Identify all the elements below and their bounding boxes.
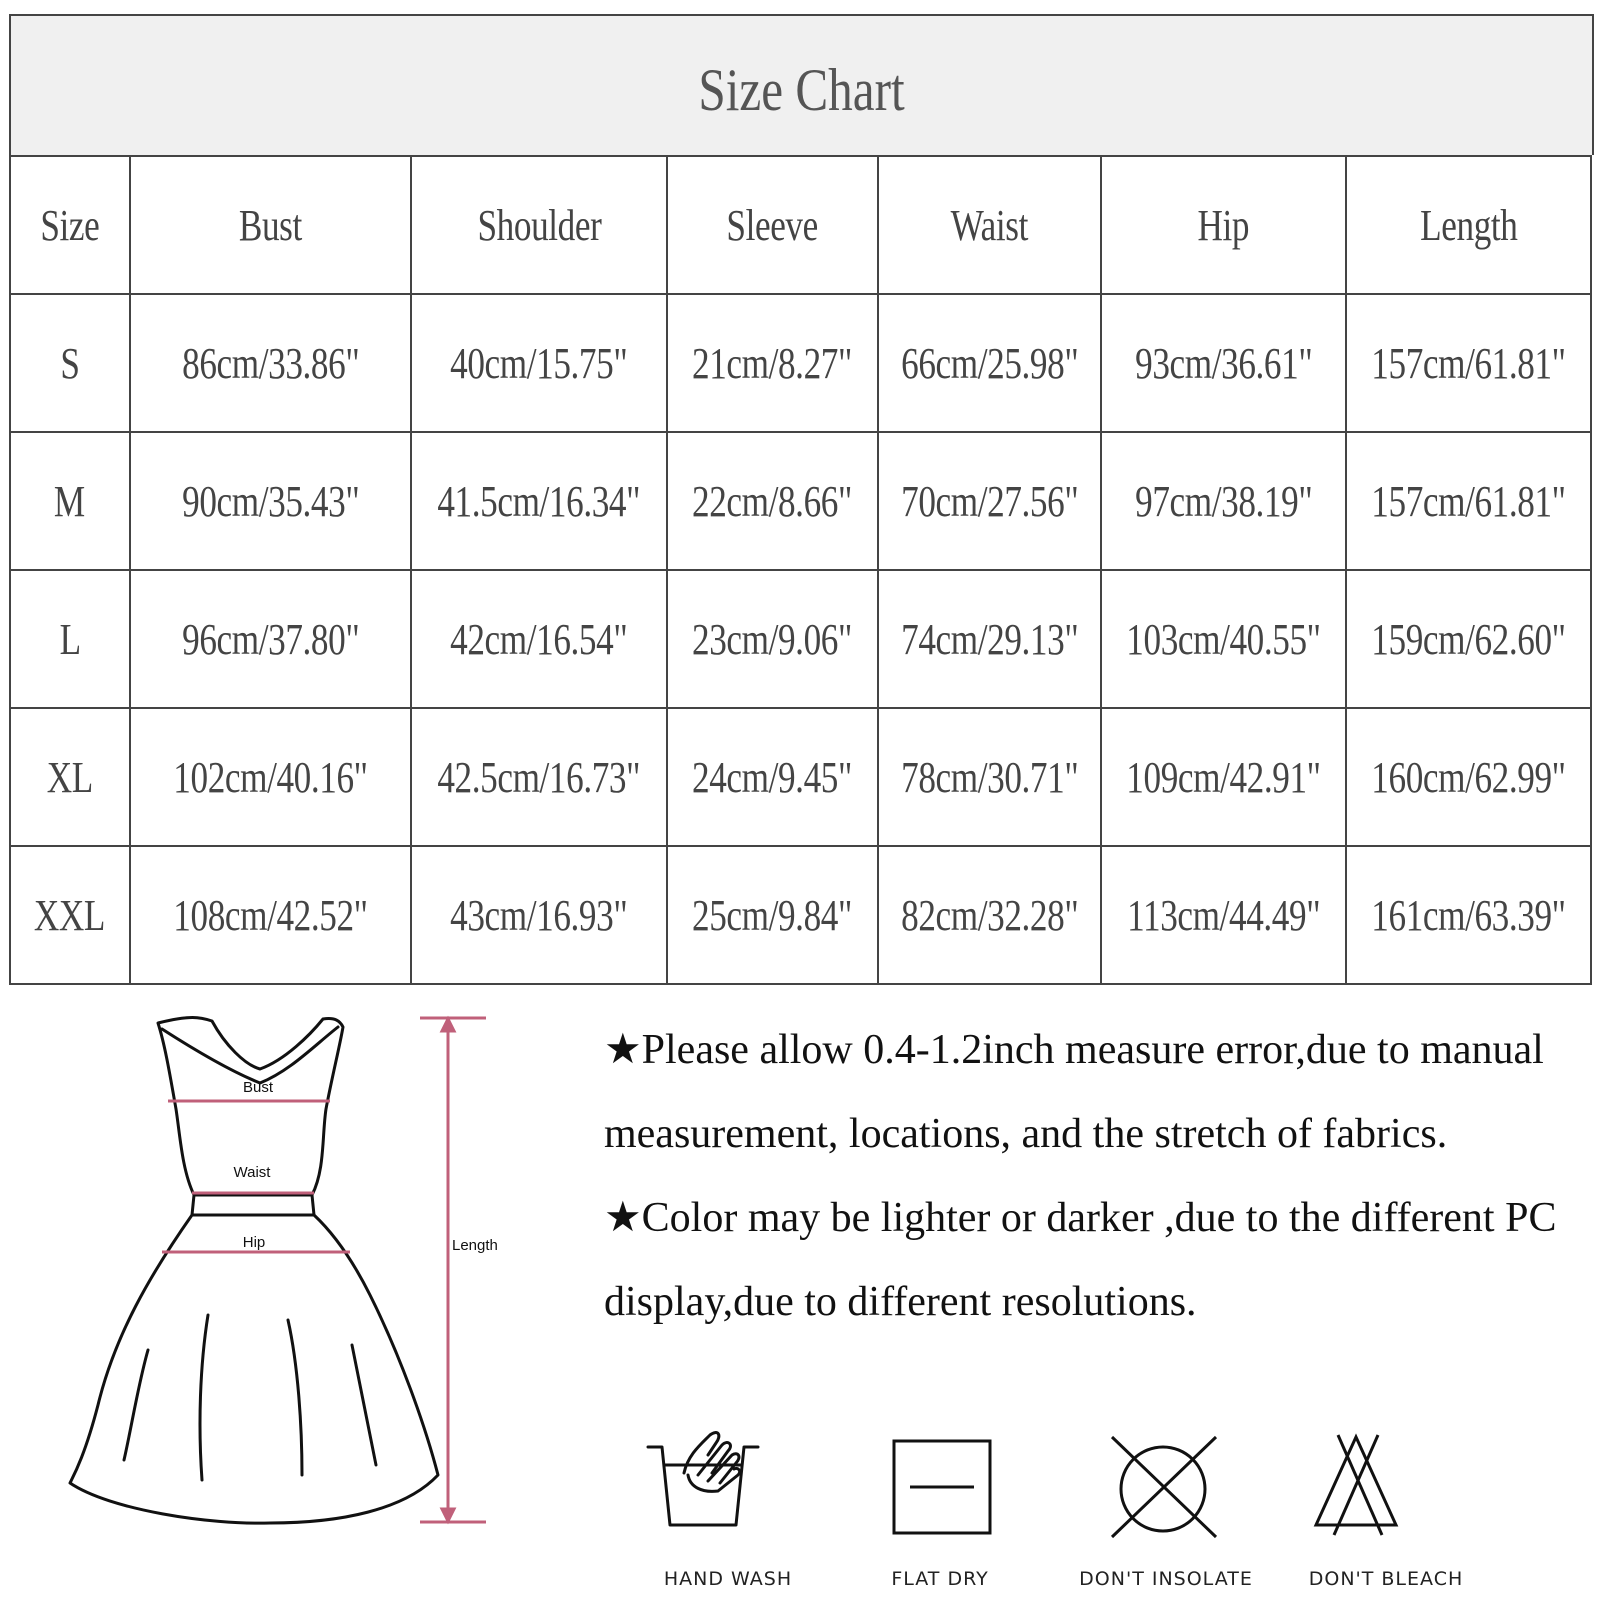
cell-value: 66cm/25.98" <box>900 338 1078 388</box>
cell-value: 21cm/8.27" <box>692 338 853 388</box>
length-label: Length <box>452 1237 498 1254</box>
table-row <box>10 846 1591 984</box>
cell-size <box>10 432 130 570</box>
dont-bleach-icon <box>1286 1425 1486 1565</box>
flat-dry-icon <box>840 1425 1040 1565</box>
cell-size <box>10 846 130 984</box>
note-measure-error: ★Please allow 0.4-1.2inch measure error,due to manual measurement, locations, and the stretch of fabrics. <box>604 1027 1544 1157</box>
cell-shoulder <box>411 294 666 432</box>
cell-value: 42.5cm/16.73" <box>437 752 641 802</box>
cell-value: 161cm/63.39" <box>1371 890 1566 940</box>
chart-title: Size Chart <box>698 57 905 123</box>
table-row <box>10 570 1591 708</box>
waist-label: Waist <box>233 1164 271 1181</box>
cell-shoulder <box>411 708 666 846</box>
cell-value: 42cm/16.54" <box>450 614 628 664</box>
cell-value: 90cm/35.43" <box>181 476 360 526</box>
cell-size <box>10 570 130 708</box>
measure-lines <box>162 1018 486 1522</box>
cell-value: 109cm/42.91" <box>1126 752 1321 802</box>
header-label: Size <box>40 200 100 250</box>
cell-hip <box>1101 294 1346 432</box>
cell-value: 41.5cm/16.34" <box>437 476 641 526</box>
cell-bust <box>130 846 412 984</box>
care-label-hand-wash: HAND WASH <box>663 1568 793 1590</box>
cell-sleeve <box>667 432 878 570</box>
cell-value: M <box>54 476 86 526</box>
cell-size <box>10 708 130 846</box>
header-cell-shoulder <box>411 156 666 294</box>
cell-bust <box>130 708 412 846</box>
cell-waist <box>878 708 1101 846</box>
cell-sleeve <box>667 570 878 708</box>
cell-bust <box>130 570 412 708</box>
cell-value: 102cm/40.16" <box>173 752 368 802</box>
header-cell-length <box>1346 156 1591 294</box>
cell-value: 78cm/30.71" <box>900 752 1078 802</box>
cell-waist <box>878 846 1101 984</box>
cell-value: 157cm/61.81" <box>1371 338 1566 388</box>
cell-value: 159cm/62.60" <box>1371 614 1566 664</box>
header-label: Bust <box>239 200 303 250</box>
cell-bust <box>130 294 412 432</box>
note-color: ★Color may be lighter or darker ,due to the different PC display,due to different resolutions. <box>604 1195 1557 1325</box>
cell-value: 103cm/40.55" <box>1126 614 1321 664</box>
cell-hip <box>1101 570 1346 708</box>
chart-title-bar <box>9 14 1594 155</box>
cell-waist <box>878 570 1101 708</box>
cell-value: 70cm/27.56" <box>900 476 1078 526</box>
cell-value: 82cm/32.28" <box>900 890 1078 940</box>
cell-value: 160cm/62.99" <box>1371 752 1566 802</box>
cell-value: 86cm/33.86" <box>181 338 360 388</box>
cell-hip <box>1101 708 1346 846</box>
cell-sleeve <box>667 294 878 432</box>
size-chart <box>9 14 1592 995</box>
cell-length <box>1346 708 1591 846</box>
cell-shoulder <box>411 846 666 984</box>
cell-value: 74cm/29.13" <box>900 614 1078 664</box>
header-label: Waist <box>950 200 1028 250</box>
table-header-row <box>10 156 1591 294</box>
cell-hip <box>1101 846 1346 984</box>
cell-value: 25cm/9.84" <box>692 890 853 940</box>
care-hand-wash <box>628 1425 828 1595</box>
hip-label: Hip <box>242 1234 266 1251</box>
header-label: Length <box>1419 200 1518 250</box>
header-cell-sleeve <box>667 156 878 294</box>
size-table <box>9 155 1592 985</box>
care-dont-bleach <box>1286 1425 1486 1595</box>
cell-length <box>1346 570 1591 708</box>
cell-hip <box>1101 432 1346 570</box>
cell-value: 113cm/44.49" <box>1127 890 1321 940</box>
cell-value: 40cm/15.75" <box>450 338 628 388</box>
cell-shoulder <box>411 432 666 570</box>
cell-value: 108cm/42.52" <box>173 890 368 940</box>
cell-bust <box>130 432 412 570</box>
care-label-dont-insolate: DON'T INSOLATE <box>1079 1568 1253 1590</box>
header-cell-hip <box>1101 156 1346 294</box>
dont-insolate-icon <box>1066 1425 1266 1565</box>
cell-length <box>1346 432 1591 570</box>
header-label: Hip <box>1197 200 1250 250</box>
cell-waist <box>878 432 1101 570</box>
cell-value: 93cm/36.61" <box>1134 338 1313 388</box>
header-label: Sleeve <box>726 200 818 250</box>
care-dont-insolate <box>1066 1425 1266 1595</box>
hand-wash-icon <box>628 1425 828 1565</box>
dress-diagram <box>40 1005 560 1585</box>
table-row <box>10 708 1591 846</box>
cell-sleeve <box>667 708 878 846</box>
header-cell-waist <box>878 156 1101 294</box>
cell-waist <box>878 294 1101 432</box>
cell-value: 23cm/9.06" <box>692 614 853 664</box>
cell-sleeve <box>667 846 878 984</box>
cell-value: XL <box>46 752 93 802</box>
care-label-dont-bleach: DON'T BLEACH <box>1308 1568 1464 1590</box>
cell-value: 96cm/37.80" <box>181 614 360 664</box>
notes <box>604 1008 1584 1344</box>
table-row <box>10 432 1591 570</box>
cell-value: 43cm/16.93" <box>450 890 628 940</box>
header-label: Shoulder <box>477 200 602 250</box>
header-cell-bust <box>130 156 412 294</box>
cell-length <box>1346 294 1591 432</box>
cell-value: 22cm/8.66" <box>692 476 853 526</box>
cell-value: 24cm/9.45" <box>692 752 853 802</box>
cell-value: 97cm/38.19" <box>1134 476 1313 526</box>
care-label-flat-dry: FLAT DRY <box>891 1568 989 1590</box>
cell-size <box>10 294 130 432</box>
cell-length <box>1346 846 1591 984</box>
header-cell-size <box>10 156 130 294</box>
cell-value: S <box>60 338 80 388</box>
care-flat-dry <box>840 1425 1040 1595</box>
table-row <box>10 294 1591 432</box>
bust-label: Bust <box>242 1079 274 1096</box>
cell-value: 157cm/61.81" <box>1371 476 1566 526</box>
cell-value: L <box>59 614 81 664</box>
cell-shoulder <box>411 570 666 708</box>
cell-value: XXL <box>34 890 106 940</box>
